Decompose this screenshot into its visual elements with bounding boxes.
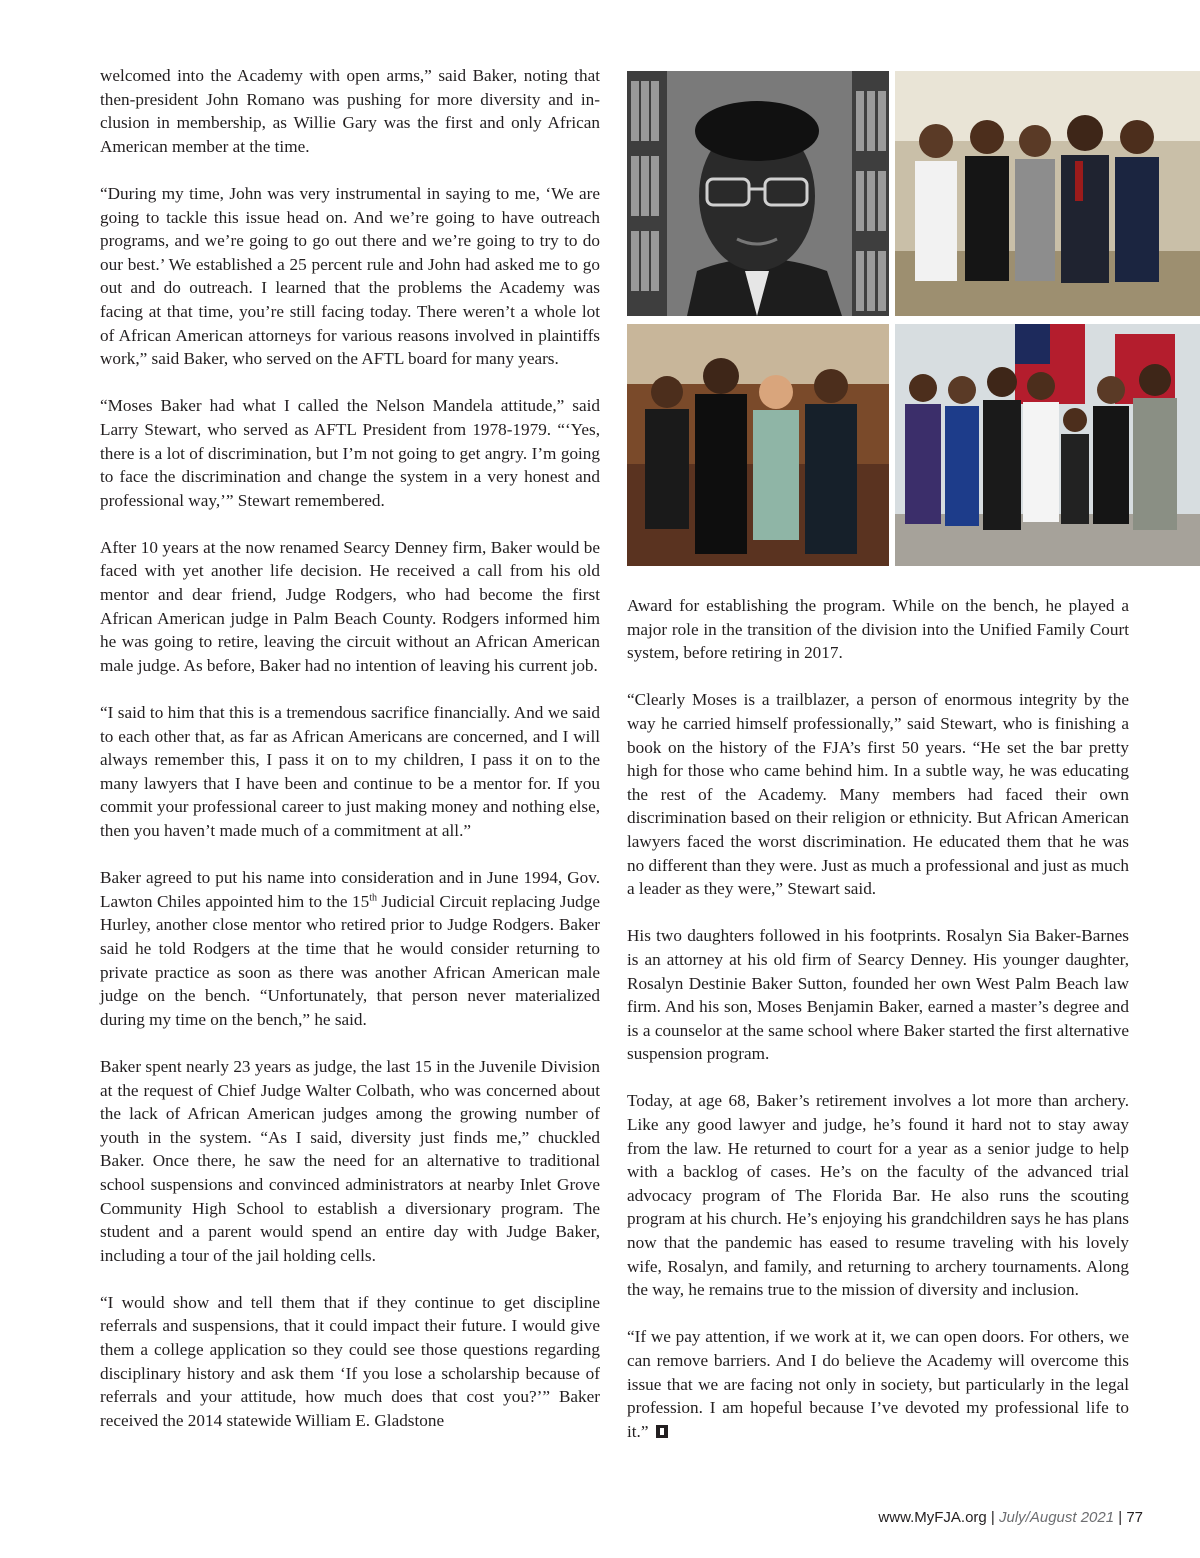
article-paragraph: Baker agreed to put his name into consideration and in June 1994, Gov. Lawton Chiles appointed him to the 15th Judicial Circuit replacing Judge Hurley, another close mentor who retired prior to Judge Rodgers. Baker said he told Rodgers at the time that he would consider returning to private practice as soon as there was another African American male judge on the bench. “Unfortunately, that person never materialized during my time on the bench,” he said. <box>100 868 600 1029</box>
article-paragraph: “I said to him that this is a tremendous sacrifice financially. And we said to each other that, as far as African Americans are concerned, and I will always remember this, I pass it on to my children, I pass it on to the many lawyers that I have been and continue to be a mentor for. If you commit your professional career to just making money and nothing else, then you haven’t made much of a commitment at all.” <box>100 703 600 840</box>
photo-young-baker-portrait <box>627 71 889 316</box>
article-right-column <box>627 594 1129 1467</box>
article-paragraph: “Clearly Moses is a trailblazer, a person of enormous integrity by the way he carried himself professionally,” said Stewart, who is finishing a book on the history of the FJA’s first 50 years. “He set the bar pretty high for those who came behind him. In a subtle way, he was educating the rest of the Academy. Many members had faced their own discrimination based on their religion or ethnicity. But African American lawyers faced the worst discrimination. He educated them that he was no different than they were. Just as much a professional and just as much a leader as they were,” Stewart said. <box>627 690 1129 899</box>
article-paragraph: Baker spent nearly 23 years as judge, the last 15 in the Juvenile Division at the request of Chief Judge Walter Colbath, who was concerned about the lack of African American judges among the growing number of youth in the system. “As I said, diversity just finds me,” chuckled Baker. Once there, he saw the need for an alternative to traditional school suspensions and convinced administrators at nearby Inlet Grove Community High School to establish a diversionary program. The student and a parent would spend an entire day with Judge Baker, including a tour of the jail holding cells. <box>100 1056 600 1265</box>
article-paragraph: “I would show and tell them that if they continue to get discipline referrals and suspensions, that it could impact their future. I would give them a college application so they could see those questions regarding disciplinary history and ask them ‘If you lose a scholarship because of referrals and your attitude, how much does that cost you?’” Baker received the 2014 statewide William E. Gladstone <box>100 1292 600 1430</box>
page-footer <box>878 1509 1143 1526</box>
footer-issue: July/August 2021 <box>999 1509 1115 1526</box>
article-paragraph: Award for establishing the program. While on the bench, he played a major role in the transition of the division into the Unified Family Court system, before retiring in 2017. <box>627 596 1129 663</box>
article-paragraph: His two daughters followed in his footprints. Rosalyn Sia Baker-Barnes is an attorney at his old firm of Searcy Denney. His younger daughter, Rosalyn Destinie Baker Sutton, founded her own West Palm Beach law firm. And his son, Moses Benjamin Baker, earned a master’s degree and is a counselor at the same school where Baker started the first alternative suspension program. <box>627 926 1129 1064</box>
photo-family-ballroom <box>895 71 1200 316</box>
footer-site-link[interactable]: www.MyFJA.org <box>878 1509 987 1526</box>
article-paragraph: Today, at age 68, Baker’s retirement involves a lot more than archery. Like any good lawyer and judge, he’s found it hard not to stay away from the law. He returned to court for a year as a senior judge to help with a backlog of cases. He’s on the faculty of the advanced trial advocacy program of The Florida Bar. He also runs the scouting program at his church. He’s enjoying his grandchildren says he has plans now that the pandemic has eased to resume traveling with his lovely wife, Rosalyn, and family, and returning to archery tournaments. Along the way, he remains true to the mission of diversity and inclusion. <box>627 1091 1129 1300</box>
article-paragraph: welcomed into the Academy with open arms,” said Baker, noting that then-president John Romano was pushing for more diversity and inclusion in membership, as Willie Gary was the first and only African American member at the time. <box>100 66 600 156</box>
photo-graduation-flags <box>895 324 1200 566</box>
closing-quote-text: “If we pay attention, if we work at it, we can open doors. For others, we can remove barriers. And I do believe the Academy will overcome this issue that we are facing not only in society, but particularly in the legal profession. I am hopeful because I’ve devoted my professional life to it.” <box>627 1327 1129 1441</box>
footer-separator: | <box>986 1509 999 1526</box>
article-left-column <box>100 64 600 1456</box>
article-paragraph: “Moses Baker had what I called the Nelson Mandela attitude,” said Larry Stewart, who served as AFTL President from 1978-1979. “‘Yes, there is a lot of discrimination, but I’m not going to get angry. I’m going to face the discrimination and change the system in a very honest and professional way,’” Stewart remembered. <box>100 396 600 510</box>
footer-separator: | <box>1114 1509 1127 1526</box>
fja-end-mark-icon <box>656 1425 668 1438</box>
article-paragraph: “During my time, John was very instrumental in saying to me, ‘We are going to tackle this issue head on. And we’re going to have outreach programs, and we’re going to go out there and we’re going to try to do our best.’ We established a 25 percent rule and John had asked me to go out and do outreach. I learned that the problems the Academy was facing at that time, you’re still facing today. There weren’t a whole lot of African American attorneys for various reasons involved in plaintiffs work,” said Baker, who served on the AFTL board for many years. <box>100 183 600 369</box>
page-number: 77 <box>1126 1509 1143 1526</box>
article-paragraph: After 10 years at the now renamed Searcy Denney firm, Baker would be faced with yet another life decision. He received a call from his old mentor and dear friend, Judge Rodgers, who had become the first African American judge in Palm Beach County. Rodgers informed him he was going to retire, leaving the circuit without an African American male judge. As before, Baker had no intention of leaving his current job. <box>100 537 600 675</box>
photo-courtroom-group <box>627 324 889 566</box>
article-closing-paragraph <box>627 1325 1129 1443</box>
